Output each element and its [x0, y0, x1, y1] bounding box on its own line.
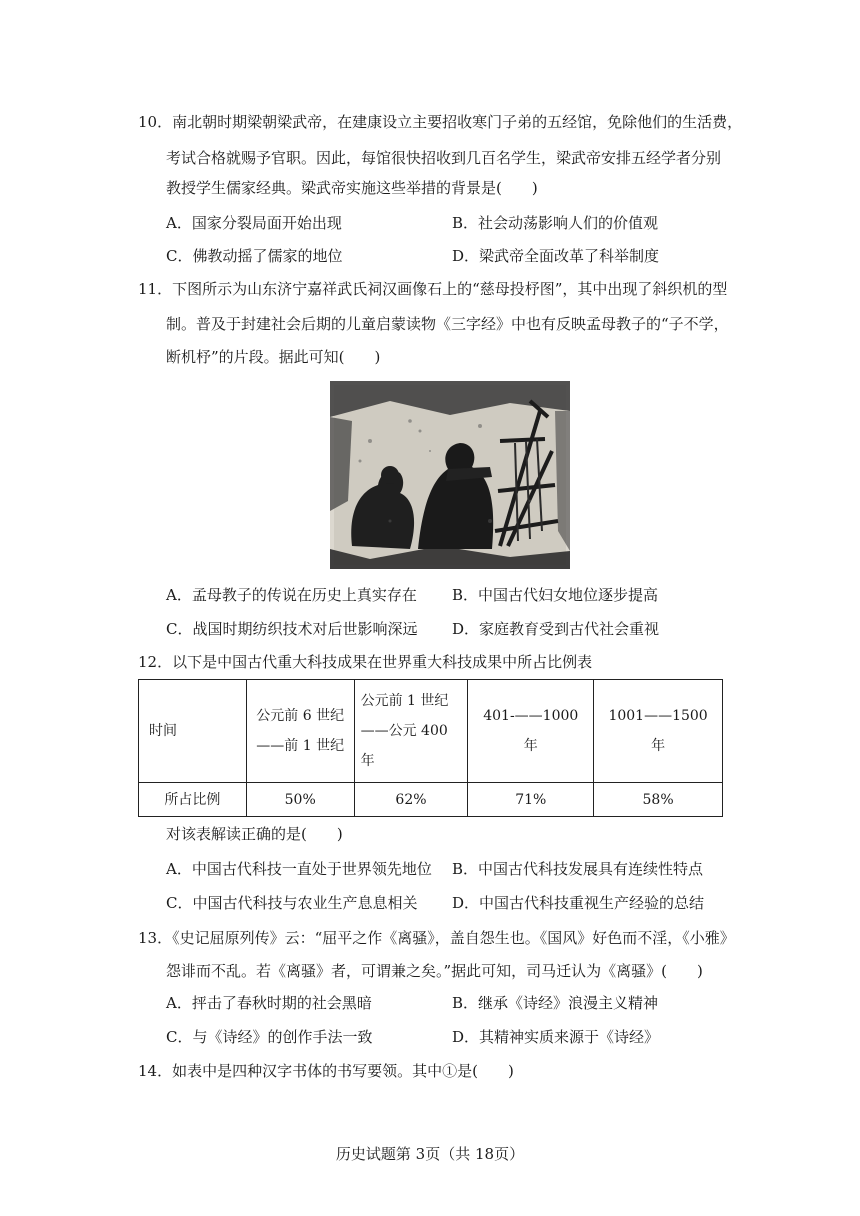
q13-stem-line-2: 怨诽而不乱。若《离骚》者，可谓兼之矣。”据此可知，司马迁认为《离骚》( ) [166, 962, 703, 980]
q11-option-a: A．孟母教子的传说在历史上真实存在 [166, 586, 417, 604]
stone-relief-illustration [330, 381, 570, 569]
q13-option-b: B．继承《诗经》浪漫主义精神 [452, 994, 659, 1012]
q12-prompt: 对该表解读正确的是( ) [166, 825, 343, 843]
q13-option-c: C．与《诗经》的创作手法一致 [166, 1028, 373, 1046]
table-period-3: 401-——1000 年 [468, 680, 594, 783]
period-1-line-2: ——前 1 世纪 [256, 738, 345, 754]
q11-option-b: B．中国古代妇女地位逐步提高 [452, 586, 659, 604]
table-row-ratio [139, 783, 723, 817]
table-period-2 [354, 680, 468, 783]
period-1-line-1: 公元前 6 世纪 [256, 708, 345, 724]
q11-option-c: C．战国时期纺织技术对后世影响深远 [166, 620, 418, 638]
q12-option-b: B．中国古代科技发展具有连续性特点 [452, 860, 704, 878]
q10-stem-line-2: 考试合格就赐予官职。因此，每馆很快招收到几百名学生，梁武帝安排五经学者分别 [166, 149, 722, 167]
q12-option-d: D．中国古代科技重视生产经验的总结 [452, 894, 705, 912]
q11-stem-line-2: 制。普及于封建社会后期的儿童启蒙读物《三字经》中也有反映孟母教子的“子不学， [166, 315, 729, 333]
q11-stem-line-1: 11．下图所示为山东济宁嘉祥武氏祠汉画像石上的“慈母投杼图”，其中出现了斜织机的型 [138, 280, 728, 298]
q10-option-d: D．梁武帝全面改革了科举制度 [452, 247, 660, 265]
period-2-line-1: 公元前 1 世纪 [360, 693, 449, 709]
table-header-ratio: 所占比例 [139, 783, 247, 817]
table-value-1: 50% [246, 783, 354, 817]
table-period-4: 1001——1500 年 [594, 680, 723, 783]
page-footer: 历史试题第 3页（共 18页） [335, 1145, 525, 1163]
table-value-3: 71% [468, 783, 594, 817]
period-2-line-2: ——公元 400 [360, 723, 448, 739]
period-2-line-3: 年 [360, 753, 375, 769]
q11-option-d: D．家庭教育受到古代社会重视 [452, 620, 660, 638]
q12-option-c: C．中国古代科技与农业生产息息相关 [166, 894, 418, 912]
table-value-4: 58% [594, 783, 723, 817]
q12-table [138, 679, 723, 817]
q10-option-a: A．国家分裂局面开始出现 [166, 214, 342, 232]
stone-relief-image [330, 381, 570, 569]
q10-stem-line-1: 10．南北朝时期梁朝梁武帝，在建康设立主要招收寒门子弟的五经馆，免除他们的生活费， [138, 113, 743, 131]
q12-option-a: A．中国古代科技一直处于世界领先地位 [166, 860, 432, 878]
q10-option-c: C．佛教动摇了儒家的地位 [166, 247, 343, 265]
q11-stem-line-3: 断机杼”的片段。据此可知( ) [166, 348, 381, 366]
q10-stem-line-3: 教授学生儒家经典。梁武帝实施这些举措的背景是( ) [166, 179, 538, 197]
table-value-2: 62% [354, 783, 468, 817]
table-period-1 [246, 680, 354, 783]
q13-stem-line-1: 13．《史记屈原列传》云：“屈平之作《离骚》，盖自怨生也。《国风》好色而不淫，《小雅》 [138, 929, 735, 947]
table-row-time [139, 680, 723, 783]
q12-stem: 12．以下是中国古代重大科技成果在世界重大科技成果中所占比例表 [138, 653, 593, 671]
q13-option-d: D．其精神实质来源于《诗经》 [452, 1028, 660, 1046]
q10-option-b: B．社会动荡影响人们的价值观 [452, 214, 659, 232]
table-header-time: 时间 [139, 680, 247, 783]
q13-option-a: A．抨击了春秋时期的社会黑暗 [166, 994, 372, 1012]
q14-stem: 14．如表中是四种汉字书体的书写要领。其中①是( ) [138, 1062, 514, 1080]
